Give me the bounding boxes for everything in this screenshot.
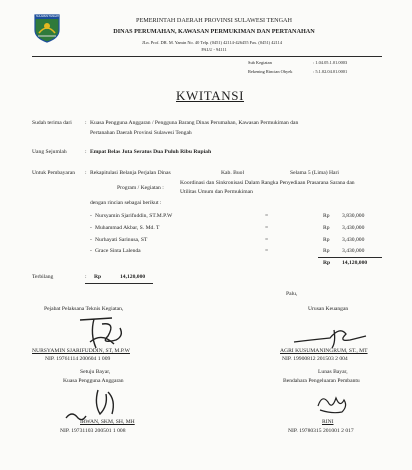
item-eq: =: [265, 248, 269, 254]
right-top-title: Urusan Keuangan: [308, 306, 349, 312]
right-bottom-name: RINI: [322, 419, 334, 425]
purpose-duration: Selama 5 (Lima) Hari: [290, 170, 339, 176]
left-bottom-name: IRWAN, SKM, SH, MH: [80, 419, 135, 425]
logo-text: SULAWESI TENGAH: [36, 15, 59, 18]
left-top-title: Pejabat Pelaksana Teknis Kegiatan,: [44, 306, 124, 312]
terbilang-colon: :: [85, 274, 87, 280]
right-bottom-title1: Lunas Bayar,: [318, 369, 348, 375]
right-top-name: AGRI KUSUMANINGRUM, ST., MT: [280, 348, 368, 354]
total-currency: Rp: [323, 260, 331, 266]
rincian-value: : 5.1.02.04.01.0001: [313, 69, 348, 74]
item-eq: =: [265, 225, 269, 231]
item-currency: Rp: [323, 225, 330, 231]
rincian-label: Rekening Rincian Obyek: [248, 69, 293, 74]
item-amount: 3,830,000: [342, 213, 365, 219]
amount-words: Empat Belas Juta Seratus Dua Puluh Ribu Rupiah: [90, 149, 212, 155]
left-top-nip: NIP. 19761114 200604 1 009: [45, 356, 111, 362]
total-rule: [318, 257, 382, 258]
item-eq: =: [265, 237, 269, 243]
received-colon: :: [85, 120, 87, 126]
item-amount: 3,430,000: [342, 225, 365, 231]
left-top-name: NURSYAMIN SJARIFUDDIN, ST, M.P.W: [32, 348, 130, 354]
program-label: Program / Kegiatan :: [117, 185, 164, 191]
header-city: PALU - 94111: [201, 47, 227, 52]
right-bottom-nip: NIP. 19780315 201001 2 017: [288, 428, 354, 434]
item-eq: =: [265, 213, 269, 219]
right-bottom-title2: Bendahara Pengeluaran Pembantu: [283, 378, 360, 384]
document-title: KWITANSI: [175, 88, 245, 103]
sub-kegiatan-label: Sub Kegiatan: [248, 60, 272, 65]
item-name: Nurhayati Sarinusa, ST: [95, 237, 148, 243]
terbilang-label: Terbilang: [32, 274, 54, 280]
sub-kegiatan-value: : 1.04.05.1.01.0003: [313, 60, 348, 65]
signature-right-top: [290, 320, 370, 350]
purpose-location: Kab. Buol: [221, 170, 244, 176]
terbilang-currency: Rp: [94, 274, 102, 280]
received-line1: Kuasa Pengguna Anggaran / Pengguna Barang Dinas Perumahan, Kawasan Permukiman dan: [90, 120, 299, 126]
header-gov: PEMERINTAH DAERAH PROVINSI SULAWESI TENGAH: [136, 17, 292, 24]
header-rule: [32, 56, 382, 57]
item-amount: 3,430,000: [342, 237, 365, 243]
item-currency: Rp: [323, 248, 330, 254]
item-name: Muhammad Akbar, S. Md. T: [95, 225, 160, 231]
amount-words-label: Uang Sejumlah: [32, 149, 67, 155]
item-bullet: -: [90, 225, 92, 231]
item-currency: Rp: [323, 237, 330, 243]
left-bottom-title2: Kuasa Pengguna Anggaran: [63, 378, 124, 384]
item-currency: Rp: [323, 213, 330, 219]
received-label: Sudah terima dari: [32, 120, 72, 126]
detail-intro: dengan rincian sebagai berikut :: [90, 200, 162, 206]
program-line1: Koordinasi dan Sinkronisasi Dalam Rangka Penyediaan Prasarana Sarana dan: [180, 180, 355, 186]
terbilang-amount: 14,120,000: [120, 274, 146, 280]
left-bottom-nip: NIP. 19731103 200501 1 008: [60, 428, 126, 434]
item-name: Nursyamin Sjarifuddin, ST.M.P.W: [95, 213, 173, 219]
header-address: JLn. Prof. DR. M. Yamin No. 40 Telp. (0451) 42114-426455 Fax. (0451) 42114: [141, 40, 283, 45]
terbilang-underline: [85, 283, 153, 284]
purpose-desc: Rekapitulasi Belanja Perjalan Dinas: [90, 170, 171, 176]
item-bullet: -: [90, 248, 92, 254]
header-dept: DINAS PERUMAHAN, KAWASAN PERMUKIMAN DAN PERTANAHAN: [113, 28, 315, 35]
signature-right-bottom: [312, 390, 352, 416]
left-bottom-title1: Setuju Bayar,: [80, 369, 111, 375]
right-top-nip: NIP. 19900812 201503 2 004: [282, 356, 348, 362]
amount-words-colon: :: [85, 149, 87, 155]
item-amount: 3,430,000: [342, 248, 365, 254]
total-amount: 14,120,000: [342, 260, 368, 266]
purpose-colon: :: [85, 170, 87, 176]
purpose-label: Untuk Pembayaran: [32, 170, 76, 176]
place-date: Palu,: [286, 291, 298, 297]
item-bullet: -: [90, 213, 92, 219]
item-bullet: -: [90, 237, 92, 243]
program-line2: Utilitas Umum dan Permukiman: [180, 189, 253, 195]
item-name: Grace Sinta Lalenda: [95, 248, 141, 254]
received-line2: Pertanahan Daerah Provinsi Sulawesi Tengah: [90, 130, 192, 136]
